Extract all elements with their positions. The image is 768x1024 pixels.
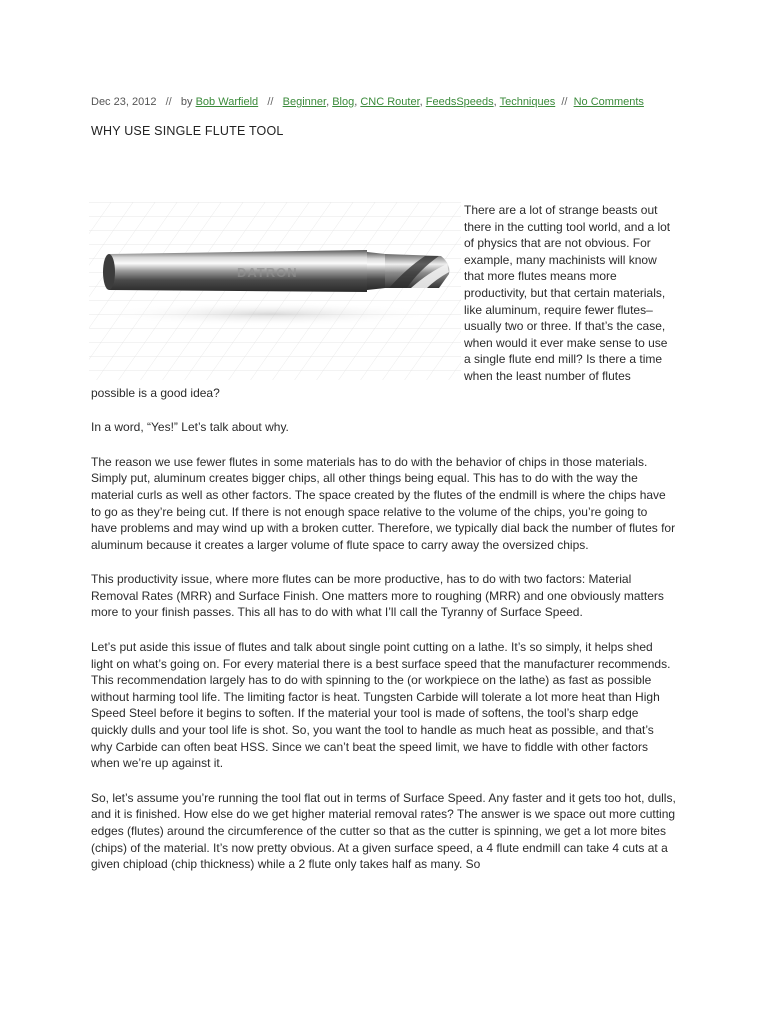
body-paragraph: Let’s put aside this issue of flutes and talk about single point cutting on a lathe. It’s so simply, it helps shed light on what’s going on. For every material there is a best surface speed that the manufacturer recommends. This recommendation largely has to do with spinning to the (or workpiece on the lathe) as fast as possible without harming tool life. The limiting factor is heat. Tungsten Carbide will tolerate a lot more heat than High Speed Steel before it begins to soften. If the material your tool is made of softens, the tool’s sharp edge quickly dulls and your tool life is shot. So, you want the tool to handle as much heat as possible, and that’s why Carbide can often beat HSS. Since we can’t beat the speed limit, we have to fiddle with other factors when we’re up against it. — [91, 640, 671, 771]
category-link-cnc-router[interactable]: CNC Router — [360, 96, 420, 108]
body-paragraph: This productivity issue, where more flutes can be more productive, has to do with two factors: Material Removal Rates (MRR) and Surface Finish. One matters more to roughing (MRR) and one obviously matters more to your finish passes. This all has to do with what I’ll call the Tyranny of Surface Speed. — [91, 572, 664, 620]
category-link-techniques[interactable]: Techniques — [499, 96, 556, 108]
end-mill-image — [89, 202, 461, 380]
category-link-blog[interactable]: Blog — [332, 96, 355, 108]
meta-separator: // — [561, 96, 568, 108]
author-link[interactable]: Bob Warfield — [195, 96, 259, 108]
body-paragraph: In a word, “Yes!” Let’s talk about why. — [91, 420, 289, 435]
meta-separator: // — [267, 96, 274, 108]
post-body — [91, 202, 676, 891]
by-label: by — [180, 96, 193, 108]
body-paragraph: The reason we use fewer flutes in some materials has to do with the behavior of chips in those materials. Simply put, aluminum creates bigger chips, all other things being equal. This has to do with the way the material curls as well as other factors. The space created by the flutes of the endmill is where the chips have to go as they’re being cut. If there is not enough space relative to the volume of the chips, you’re going to have problems and may wind up with a broken cutter. Therefore, we typically dial back the number of flutes for aluminum because it creates a larger volume of flute space to carry away the oversized chips. — [91, 454, 676, 552]
body-paragraph: So, let’s assume you’re running the tool flat out in terms of Surface Speed. Any faster and it gets too hot, dulls, and it is finished. How else do we get higher material removal rates? The answer is we space out more cutting edges (flutes) around the circumference of the cutter so that as the cutter is spinning, we get a lot more bites (chips) of the material. It’s now pretty obvious. At a given surface speed, a 4 flute endmill can take 4 cuts at a given chipload (chip thickness) while a 2 flute only takes half as many. So — [91, 790, 676, 872]
post-meta: Dec 23, 2012 // by Bob Warfield // Beginner, Blog, CNC Router, FeedsSpeeds, Techniques // No Comments — [91, 96, 644, 108]
intro-paragraph: There are a lot of strange beasts out there in the cutting tool world, and a lot of physics that are not obvious. For example, many machinists will know that more flutes means more productivity, but that certain materials, like aluminum, require fewer flutes–usually two or three. If that’s the case, when would it ever make sense to use a single flute end mill? Is there a time when the least number of flutes possible is a good idea? — [91, 203, 671, 400]
post-date: Dec 23, 2012 — [91, 96, 157, 108]
comments-link[interactable]: No Comments — [573, 96, 644, 108]
post-title: WHY USE SINGLE FLUTE TOOL — [91, 124, 284, 138]
category-link-beginner[interactable]: Beginner — [282, 96, 327, 108]
brand-text: DATRON — [237, 265, 298, 280]
meta-separator: // — [165, 96, 172, 108]
category-link-feedsspeeds[interactable]: FeedsSpeeds — [425, 96, 494, 108]
